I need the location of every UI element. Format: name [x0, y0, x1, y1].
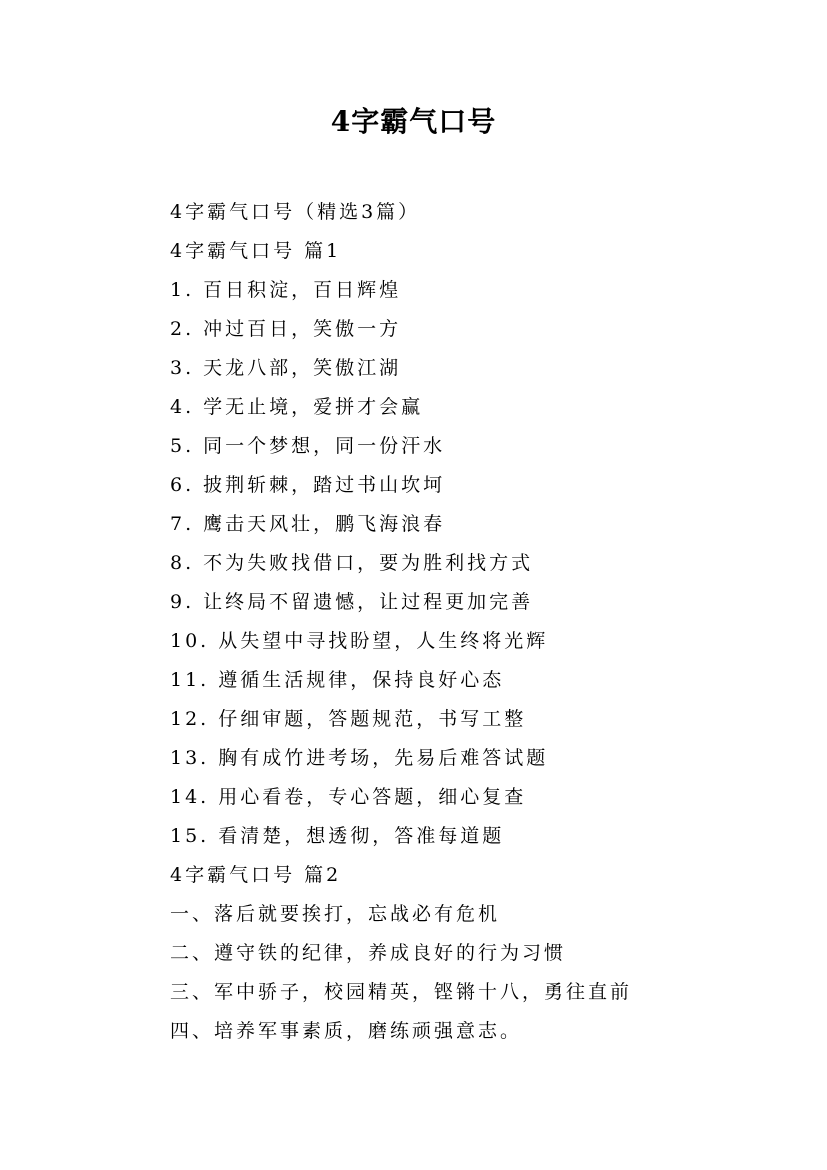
- list-item: 8. 不为失败找借口，要为胜利找方式: [170, 552, 534, 574]
- list-item: 1. 百日积淀，百日辉煌: [170, 279, 402, 301]
- list-item: 三、军中骄子，校园精英，铿锵十八，勇往直前: [170, 981, 633, 1003]
- intro-line: 4字霸气口号（精选3篇）: [170, 201, 421, 223]
- list-item: 一、落后就要挨打，忘战必有危机: [170, 903, 501, 925]
- list-item: 2. 冲过百日，笑傲一方: [170, 318, 402, 340]
- document-body: [170, 193, 790, 1051]
- list-item: 9. 让终局不留遗憾，让过程更加完善: [170, 591, 534, 613]
- list-item: 二、遵守铁的纪律，养成良好的行为习惯: [170, 942, 567, 964]
- document-title: 4字霸气口号: [330, 105, 497, 138]
- section-heading: 4字霸气口号 篇2: [170, 864, 342, 886]
- list-item: 6. 披荆斩棘，踏过书山坎坷: [170, 474, 446, 496]
- list-item: 四、培养军事素质，磨练顽强意志。: [170, 1020, 523, 1042]
- section-heading: 4字霸气口号 篇1: [170, 240, 342, 262]
- list-item: 5. 同一个梦想，同一份汗水: [170, 435, 446, 457]
- list-item: 7. 鹰击天风壮，鹏飞海浪春: [170, 513, 446, 535]
- list-item: 14. 用心看卷，专心答题，细心复查: [170, 786, 527, 808]
- list-item: 13. 胸有成竹进考场，先易后难答试题: [170, 747, 549, 769]
- list-item: 12. 仔细审题，答题规范，书写工整: [170, 708, 527, 730]
- list-item: 15. 看清楚，想透彻，答准每道题: [170, 825, 505, 847]
- list-item: 3. 天龙八部，笑傲江湖: [170, 357, 402, 379]
- list-item: 4. 学无止境，爱拼才会赢: [170, 396, 424, 418]
- list-item: 11. 遵循生活规律，保持良好心态: [170, 669, 505, 691]
- list-item: 10. 从失望中寻找盼望，人生终将光辉: [170, 630, 549, 652]
